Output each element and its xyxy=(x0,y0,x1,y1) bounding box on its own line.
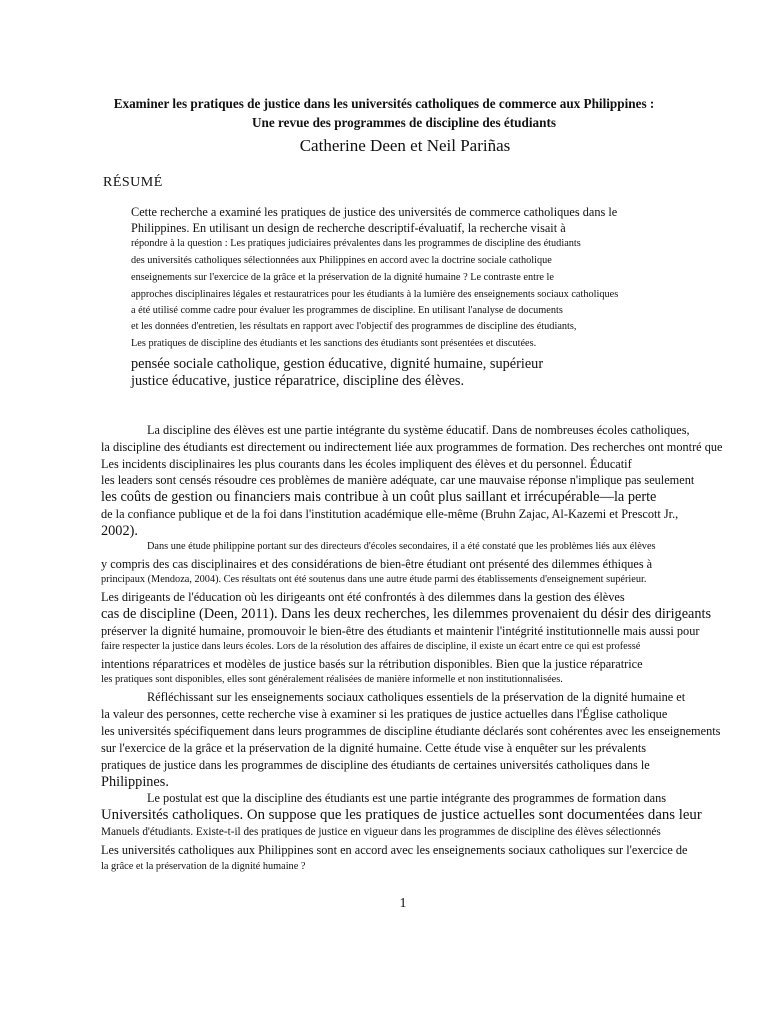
body-line: Les incidents disciplinaires les plus courants dans les écoles impliquent des élèves et du personnel. Éducatif xyxy=(101,457,632,471)
page-number: 1 xyxy=(399,896,407,911)
abstract-line: et les données d'entretien, les résultats en rapport avec l'objectif des programmes de discipline des étudiants, xyxy=(131,321,577,332)
abstract-line: enseignements sur l'exercice de la grâce et la préservation de la dignité humaine ? Le contraste entre le xyxy=(131,272,554,283)
body-line: la grâce et la préservation de la dignité humaine ? xyxy=(101,861,306,872)
body-line: Universités catholiques. On suppose que les pratiques de justice actuelles sont documentées dans leur xyxy=(101,807,702,823)
body-line: Manuels d'étudiants. Existe-t-il des pratiques de justice en vigueur dans les programmes de discipline des élèves sélectionnés xyxy=(101,826,661,838)
body-line: de la confiance publique et de la foi dans l'institution académique elle-même (Bruhn Zajac, Al-Kazemi et Prescott Jr., xyxy=(101,507,679,521)
body-line: la valeur des personnes, cette recherche vise à examiner si les pratiques de justice actuelles dans l'Église catholique xyxy=(101,707,668,721)
body-line: Les dirigeants de l'éducation où les dirigeants ont été confrontés à des dilemmes dans la gestion des élèves xyxy=(101,590,625,604)
abstract-line: a été utilisé comme cadre pour évaluer les programmes de discipline. En utilisant l'analyse de documents xyxy=(131,305,563,316)
abstract-line: des universités catholiques sélectionnées aux Philippines en accord avec la doctrine sociale catholique xyxy=(131,255,552,266)
body-line: Dans une étude philippine portant sur des directeurs d'écoles secondaires, il a été constaté que les problèmes liés aux élèves xyxy=(147,541,656,552)
abstract-line: approches disciplinaires légales et restauratrices pour les étudiants à la lumière des enseignements sociaux catholiques xyxy=(131,289,619,300)
body-line: y compris des cas disciplinaires et des considérations de bien-être étudiant ont présenté des dilemmes éthiques à xyxy=(101,557,653,571)
body-line: principaux (Mendoza, 2004). Ces résultats ont été soutenus dans une autre étude parmi des établissements d'enseignement supérieur. xyxy=(101,574,647,585)
body-line: Réfléchissant sur les enseignements sociaux catholiques essentiels de la préservation de la dignité humaine et xyxy=(147,690,686,704)
body-line: Philippines. xyxy=(101,774,169,790)
title-line-1: Examiner les pratiques de justice dans les universités catholiques de commerce aux Philippines : xyxy=(113,96,655,111)
body-line: les leaders sont censés résoudre ces problèmes de manière adéquate, car une mauvaise réponse n'implique pas seulement xyxy=(101,473,695,487)
body-line: Les universités catholiques aux Philippines sont en accord avec les enseignements sociaux catholiques sur l'exercice de xyxy=(101,843,688,857)
body-line: les pratiques sont disponibles, elles sont généralement réalisées de manière informelle et non institutionnalisées. xyxy=(101,674,563,685)
body-line: les universités spécifiquement dans leurs programmes de discipline étudiante déclarés sont cohérentes avec les enseignements xyxy=(101,724,721,738)
abstract-heading: RÉSUMÉ xyxy=(103,175,163,190)
abstract-line: Cette recherche a examiné les pratiques de justice des universités de commerce catholiques dans le xyxy=(131,205,618,219)
body-line: La discipline des élèves est une partie intégrante du système éducatif. Dans de nombreuses écoles catholiques, xyxy=(147,423,690,437)
body-line: pratiques de justice dans les programmes de discipline des étudiants de certaines universités catholiques dans le xyxy=(101,758,650,772)
body-line: sur l'exercice de la grâce et la préservation de la dignité humaine. Cette étude vise à enquêter sur les prévalents xyxy=(101,741,647,755)
keywords-line: pensée sociale catholique, gestion éducative, dignité humaine, supérieur xyxy=(131,356,544,372)
title-line-2: Une revue des programmes de discipline des étudiants xyxy=(252,115,556,130)
body-line: préserver la dignité humaine, promouvoir le bien-être des étudiants et maintenir l'intégrité institutionnelle mais aussi pour xyxy=(101,624,700,638)
body-line: faire respecter la justice dans leurs écoles. Lors de la résolution des affaires de discipline, il existe un écart entre ce qui est professé xyxy=(101,641,641,652)
body-line: Le postulat est que la discipline des étudiants est une partie intégrante des programmes de formation dans xyxy=(147,791,667,805)
body-line: 2002). xyxy=(101,523,138,539)
abstract-line: Les pratiques de discipline des étudiants et les sanctions des étudiants sont présentées et discutées. xyxy=(131,338,537,349)
abstract-line: Philippines. En utilisant un design de recherche descriptif-évaluatif, la recherche visait à xyxy=(131,221,566,235)
body-line: les coûts de gestion ou financiers mais contribue à un coût plus saillant et irrécupérable—la perte xyxy=(101,489,657,505)
body-line: cas de discipline (Deen, 2011). Dans les deux recherches, les dilemmes provenaient du désir des dirigeants xyxy=(101,606,712,622)
keywords-line: justice éducative, justice réparatrice, discipline des élèves. xyxy=(131,373,465,389)
body-line: la discipline des étudiants est directement ou indirectement liée aux programmes de formation. Des recherches ont montré que xyxy=(101,440,723,454)
abstract-line: répondre à la question : Les pratiques judiciaires prévalentes dans les programmes de discipline des étudiants xyxy=(131,238,581,249)
body-line: intentions réparatrices et modèles de justice basés sur la rétribution disponibles. Bien que la justice réparatrice xyxy=(101,657,643,671)
authors: Catherine Deen et Neil Pariñas xyxy=(299,136,511,155)
